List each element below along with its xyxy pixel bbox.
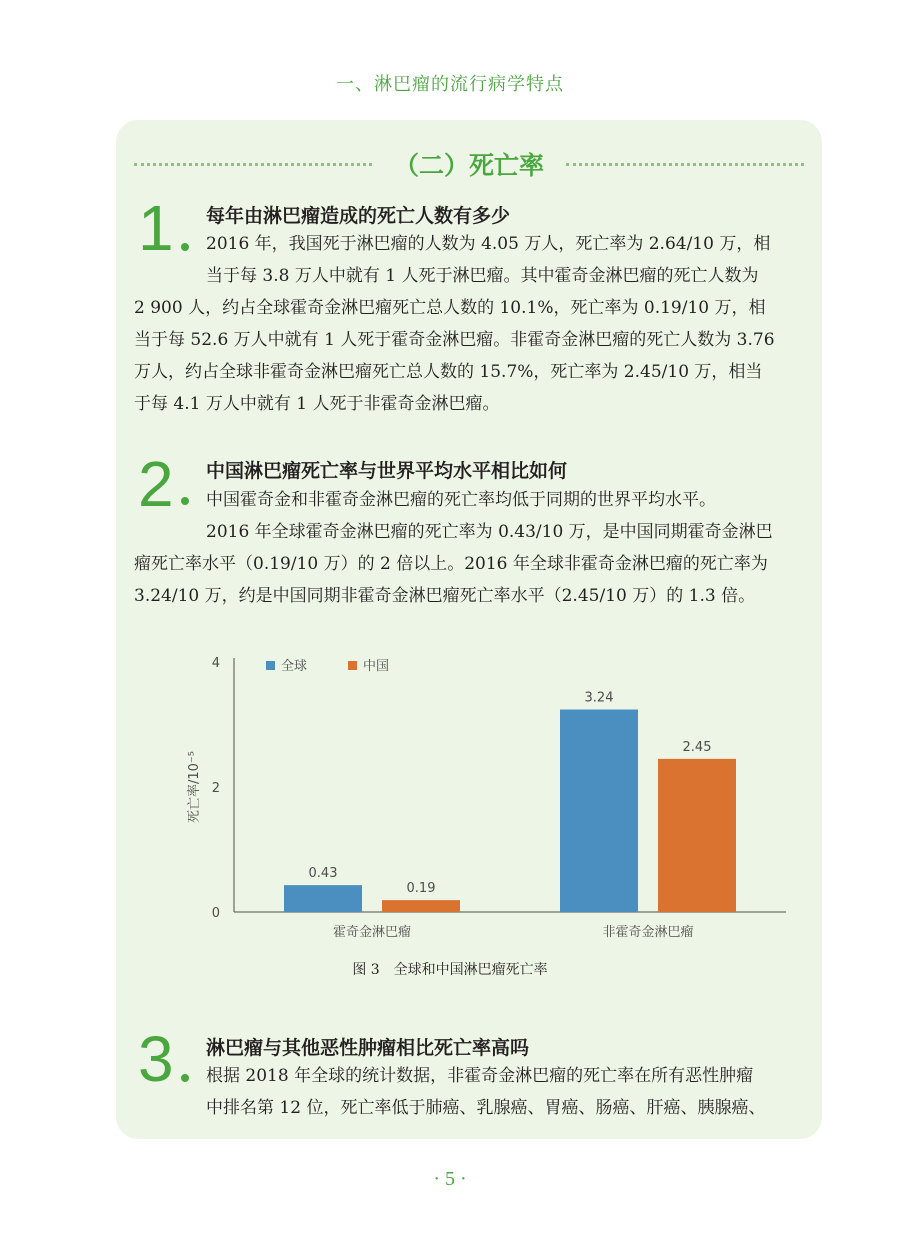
mortality-bar-chart bbox=[176, 640, 796, 950]
dotted-divider-right bbox=[566, 163, 804, 166]
legend-label: 全球 bbox=[281, 659, 308, 674]
q2-line-3: 瘤死亡率水平（0.19/10 万）的 2 倍以上。2016 年全球非霍奇金淋巴瘤的死亡率为 bbox=[134, 554, 768, 574]
question-1-title: 每年由淋巴瘤造成的死亡人数有多少 bbox=[206, 205, 511, 227]
question-2-dot bbox=[181, 497, 189, 505]
data-label: 3.24 bbox=[584, 690, 614, 706]
q1-line-4: 当于每 52.6 万人中就有 1 人死于霍奇金淋巴瘤。非霍奇金淋巴瘤的死亡人数为 3.76 bbox=[134, 330, 775, 350]
section-title: （二）死亡率 bbox=[394, 151, 545, 180]
y-tick-label: 0 bbox=[211, 906, 220, 921]
page-number: · 5 · bbox=[433, 1168, 467, 1190]
q1-line-6: 于每 4.1 万人中就有 1 人死于非霍奇金淋巴瘤。 bbox=[134, 394, 500, 414]
x-tick-label: 非霍奇金淋巴瘤 bbox=[602, 925, 694, 940]
y-tick-label: 2 bbox=[211, 781, 220, 796]
question-3-number: 3 bbox=[138, 1023, 174, 1095]
y-tick-label: 4 bbox=[211, 656, 220, 671]
bar-global bbox=[284, 885, 362, 912]
q3-line-2: 中排名第 12 位，死亡率低于肺癌、乳腺癌、胃癌、肠癌、肝癌、胰腺癌、 bbox=[206, 1098, 766, 1118]
question-3-title: 淋巴瘤与其他恶性肿瘤相比死亡率高吗 bbox=[206, 1037, 530, 1059]
question-1-dot bbox=[181, 243, 189, 251]
bar-china bbox=[658, 759, 736, 912]
data-label: 0.43 bbox=[308, 866, 338, 882]
q1-line-1: 2016 年，我国死于淋巴瘤的人数为 4.05 万人，死亡率为 2.64/10 万，相 bbox=[206, 234, 771, 254]
q2-line-2: 2016 年全球霍奇金淋巴瘤的死亡率为 0.43/10 万，是中国同期霍奇金淋巴 bbox=[206, 522, 773, 542]
question-2-number: 2 bbox=[138, 448, 174, 520]
bar-global bbox=[560, 710, 638, 913]
chapter-header: 一、淋巴瘤的流行病学特点 bbox=[336, 74, 564, 95]
question-2-title: 中国淋巴瘤死亡率与世界平均水平相比如何 bbox=[206, 460, 568, 482]
q1-line-3: 2 900 人，约占全球霍奇金淋巴瘤死亡总人数的 10.1%，死亡率为 0.19/10 万，相 bbox=[134, 298, 766, 318]
section-title-bar bbox=[116, 146, 822, 182]
q2-line-1: 中国霍奇金和非霍奇金淋巴瘤的死亡率均低于同期的世界平均水平。 bbox=[206, 490, 716, 510]
data-label: 2.45 bbox=[682, 739, 712, 755]
q1-line-2: 当于每 3.8 万人中就有 1 人死于淋巴瘤。其中霍奇金淋巴瘤的死亡人数为 bbox=[206, 266, 759, 286]
question-3-dot bbox=[181, 1074, 189, 1082]
legend-swatch-global bbox=[266, 661, 275, 670]
x-tick-label: 霍奇金淋巴瘤 bbox=[332, 925, 412, 940]
figure-caption: 图 3 全球和中国淋巴瘤死亡率 bbox=[352, 962, 548, 978]
legend-label: 中国 bbox=[363, 659, 390, 674]
dotted-divider-left bbox=[134, 163, 372, 166]
q1-line-5: 万人，约占全球非霍奇金淋巴瘤死亡总人数的 15.7%，死亡率为 2.45/10 万，相当 bbox=[134, 362, 763, 382]
bar-china bbox=[382, 900, 460, 912]
legend-swatch-china bbox=[348, 661, 357, 670]
q3-line-1: 根据 2018 年全球的统计数据，非霍奇金淋巴瘤的死亡率在所有恶性肿瘤 bbox=[206, 1066, 754, 1086]
q2-line-4: 3.24/10 万，约是中国同期非霍奇金淋巴瘤死亡率水平（2.45/10 万）的 1.3 倍。 bbox=[134, 586, 756, 606]
data-label: 0.19 bbox=[406, 881, 436, 897]
y-axis-label: 死亡率/10⁻⁵ bbox=[187, 751, 202, 823]
question-1-number: 1 bbox=[138, 192, 174, 264]
